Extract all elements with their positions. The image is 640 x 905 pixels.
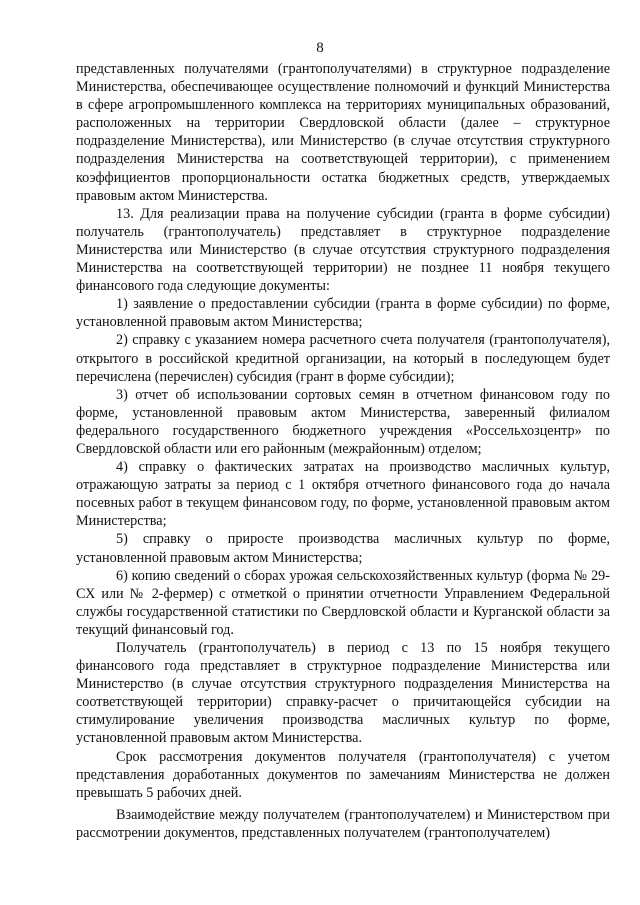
list-item-6: 6) копию сведений о сборах урожая сельскохозяйственных культур (форма № 29-СХ или № 2-фермер) с отметкой о принятии отчетности Управлением Федеральной службы государственной статистики по Свердловской области и Курганской области за текущий финансовый год.	[76, 567, 610, 638]
document-body	[76, 60, 610, 842]
list-item-2: 2) справку с указанием номера расчетного счета получателя (грантополучателя), открытого в российской кредитной организации, на который в последующем будет перечислена (перечислен) субсидия (грант в форме субсидии);	[76, 332, 610, 385]
paragraph-item-13: 13. Для реализации права на получение субсидии (гранта в форме субсидии) получатель (грантополучатель) представляет в структурное подразделение Министерства или Министерство (в случае отсутствия структурного подразделения Министерства на соответствующей территории) не позднее 11 ноября текущего финансового года следующие документы:	[76, 205, 610, 295]
paragraph-calculation: Получатель (грантополучатель) в период с 13 по 15 ноября текущего финансового года представляет в структурное подразделение Министерства или Министерство (в случае отсутствия структурного подразделения Министерства на соответствующей территории) справку-расчет о причитающейся субсидии на стимулирование увеличения производства масличных культур по форме, установленной правовым актом Министерства.	[76, 640, 610, 747]
page-number: 8	[316, 40, 324, 56]
paragraph-review-period: Срок рассмотрения документов получателя (грантополучателя) с учетом представления доработанных документов по замечаниям Министерства не должен превышать 5 рабочих дней.	[76, 748, 610, 801]
list-item-4: 4) справку о фактических затратах на производство масличных культур, отражающую затраты за период с 1 октября отчетного финансового года до начала посевных работ в текущем финансовом году, по форме, установленной правовым актом Министерства;	[76, 459, 610, 530]
paragraph-continuation: представленных получателями (грантополучателями) в структурное подразделение Министерства, обеспечивающее осуществление полномочий и функций Министерства в сфере агропромышленного комплекса на территориях муниципальных образований, расположенных на территории Свердловской области (далее – структурное подразделение Министерства), или Министерство (в случае отсутствия структурного подразделения Министерства на соответствующей территории), с применением коэффициентов пропорциональности остатка бюджетных средств, утверждаемых правовым актом Министерства.	[76, 61, 610, 204]
list-item-5: 5) справку о приросте производства масличных культур по форме, установленной правовым актом Министерства;	[76, 531, 610, 566]
list-item-3: 3) отчет об использовании сортовых семян в отчетном финансовом году по форме, установленной правовым актом Министерства, заверенный филиалом федерального государственного бюджетного учреждения «Россельхозцентр» по Свердловской области или его районным (межрайонным) отделом;	[76, 386, 610, 457]
paragraph-interaction: Взаимодействие между получателем (грантополучателем) и Министерством при рассмотрении документов, представленных получателем (грантополучателем)	[76, 806, 610, 841]
list-item-1: 1) заявление о предоставлении субсидии (гранта в форме субсидии) по форме, установленной правовым актом Министерства;	[76, 296, 610, 331]
